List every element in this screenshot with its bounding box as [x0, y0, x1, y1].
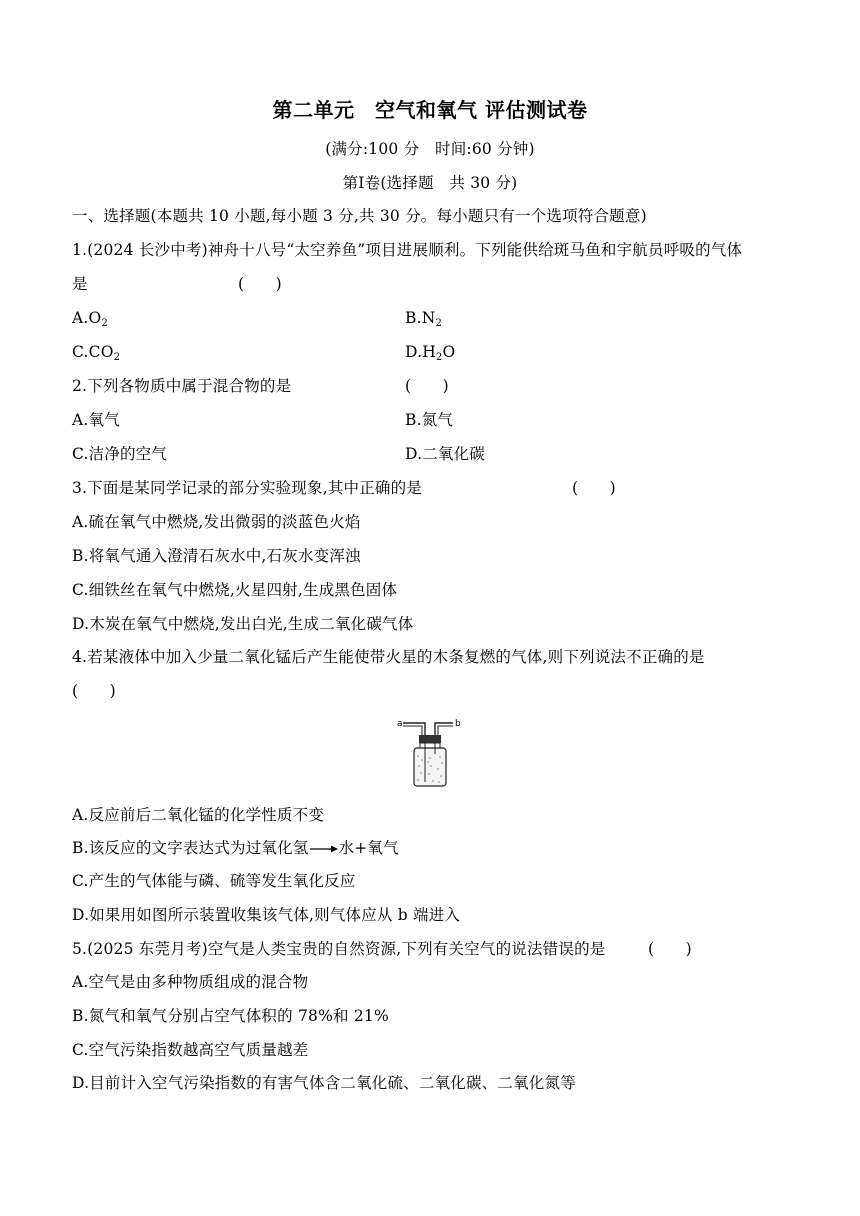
- gas-bottle-diagram: [395, 716, 465, 788]
- q3-answer-bracket: ( ): [572, 479, 616, 497]
- q1-option-c: $C.CO_2$: [72, 343, 121, 363]
- q2-stem: 2.下列各物质中属于混合物的是: [72, 377, 292, 395]
- gas-collection-bottle-figure: [395, 716, 465, 788]
- figure-label-a: a: [397, 719, 403, 729]
- q4-option-a: A.反应前后二氧化锰的化学性质不变: [72, 806, 325, 824]
- q3-stem: 3.下面是某同学记录的部分实验现象,其中正确的是: [72, 479, 423, 497]
- q4-option-c: C.产生的气体能与磷、硫等发生氧化反应: [72, 872, 356, 890]
- volume-heading: 第Ⅰ卷(选择题 共 30 分): [342, 174, 518, 192]
- q5-option-b: B.氮气和氧气分别占空气体积的 78%和 21%: [72, 1007, 389, 1025]
- q2-option-b: B.氮气: [405, 411, 454, 429]
- q3-option-a: A.硫在氧气中燃烧,发出微弱的淡蓝色火焰: [72, 513, 361, 531]
- q5-option-c: C.空气污染指数越高空气质量越差: [72, 1041, 309, 1059]
- figure-label-b: b: [455, 719, 461, 729]
- reaction-arrow-icon: [309, 844, 339, 854]
- q4-stem-line1: 4.若某液体中加入少量二氧化锰后产生能使带火星的木条复燃的气体,则下列说法不正确的是: [72, 648, 705, 666]
- q4-answer-bracket: ( ): [72, 682, 116, 700]
- q5-option-d: D.目前计入空气污染指数的有害气体含二氧化硫、二氧化碳、二氧化氮等: [72, 1074, 576, 1092]
- q1-option-a: $A.O_2$: [72, 309, 108, 329]
- q5-stem: 5.(2025 东莞月考)空气是人类宝贵的自然资源,下列有关空气的说法错误的是: [72, 940, 606, 958]
- section-heading: 一、选择题(本题共 10 小题,每小题 3 分,共 30 分。每小题只有一个选项符合题意): [72, 207, 647, 225]
- q2-option-a: A.氧气: [72, 411, 120, 429]
- q5-answer-bracket: ( ): [648, 940, 692, 958]
- q3-option-c: C.细铁丝在氧气中燃烧,火星四射,生成黑色固体: [72, 581, 398, 599]
- q3-option-b: B.将氧气通入澄清石灰水中,石灰水变浑浊: [72, 547, 361, 565]
- q1-stem-line1: 1.(2024 长沙中考)神舟十八号“太空养鱼”项目进展顺利。下列能供给斑马鱼和宇航员呼吸的气体: [72, 241, 743, 259]
- q2-option-c: C.洁净的空气: [72, 445, 168, 463]
- q1-option-b: $B.N_2$: [405, 309, 443, 329]
- q2-answer-bracket: ( ): [405, 377, 449, 395]
- q4-option-d: D.如果用如图所示装置收集该气体,则气体应从 b 端进入: [72, 906, 461, 924]
- q2-option-d: D.二氧化碳: [405, 445, 486, 463]
- page-title: 第二单元 空气和氧气 评估测试卷: [272, 98, 588, 122]
- q3-option-d: D.木炭在氧气中燃烧,发出白光,生成二氧化碳气体: [72, 615, 414, 633]
- q1-stem-line2: 是: [72, 275, 88, 293]
- q5-option-a: A.空气是由多种物质组成的混合物: [72, 973, 309, 991]
- q1-answer-bracket: ( ): [238, 275, 282, 293]
- q1-option-d: $D.H_2O$: [405, 343, 456, 363]
- q4-option-b: B.该反应的文字表达式为过氧化氢 水+氧气: [72, 839, 399, 857]
- exam-subtitle: (满分:100 分 时间:60 分钟): [325, 140, 535, 158]
